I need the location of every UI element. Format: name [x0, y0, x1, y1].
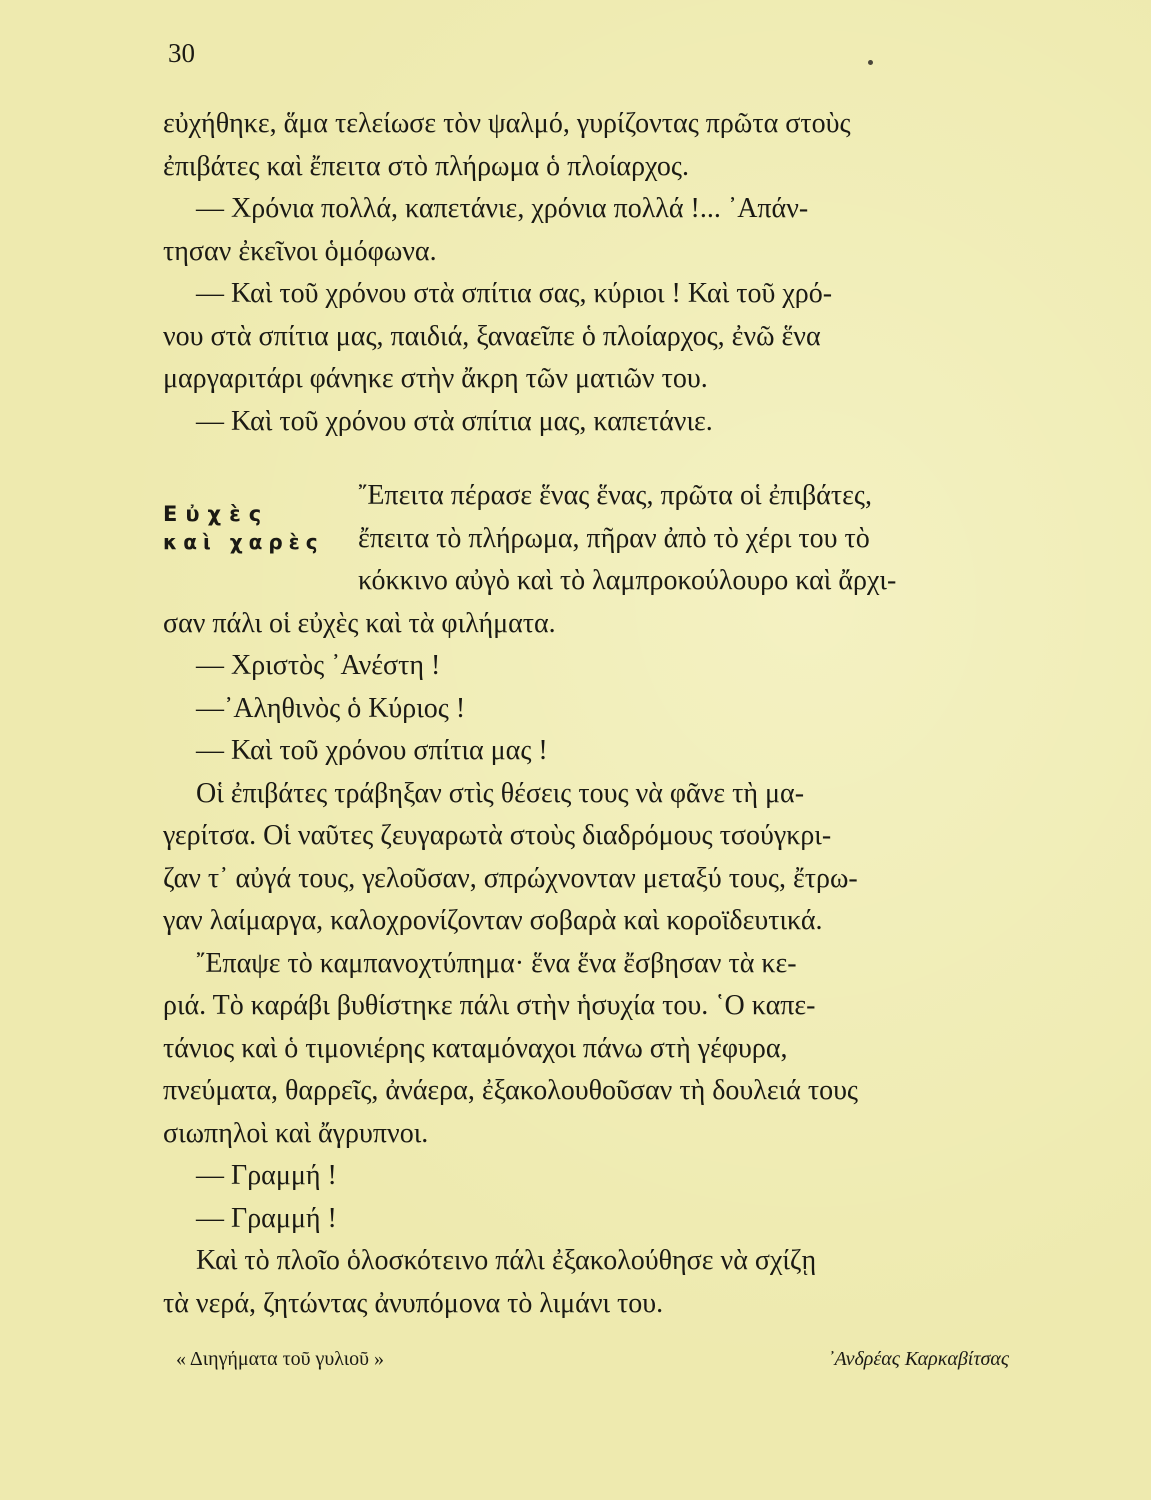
text-line: μαργαριτάρι φάνηκε στὴν ἄκρη τῶν ματιῶν του.: [163, 363, 708, 394]
text-line: γερίτσα. Οἱ ναῦτες ζευγαρωτὰ στοὺς διαδρόμους τσούγκρι-: [163, 820, 832, 851]
text-line: Οἱ ἐπιβάτες τράβηξαν στὶς θέσεις τους νὰ φᾶνε τὴ μα-: [196, 777, 805, 809]
text-line: τησαν ἐκεῖνοι ὁμόφωνα.: [163, 235, 437, 267]
dialogue-line: — Γραμμή !: [196, 1160, 337, 1191]
dialogue-line: — Καὶ τοῦ χρόνου στὰ σπίτια μας, καπετάνιε.: [196, 405, 713, 437]
text-line: νου στὰ σπίτια μας, παιδιά, ξαναεῖπε ὁ πλοίαρχος, ἐνῶ ἕνα: [163, 320, 821, 352]
author-credit: ᾿Ανδρέας Καρκαβίτσας: [827, 1348, 1009, 1370]
text-line: ζαν τ᾿ αὐγά τους, γελοῦσαν, σπρώχνονταν μεταξύ τους, ἔτρω-: [163, 862, 858, 894]
paragraph-block-2: [163, 475, 1011, 1325]
dialogue-line: — Χρόνια πολλά, καπετάνιε, χρόνια πολλά !... ᾿Απάν-: [196, 193, 809, 224]
text-line: σαν πάλι οἱ εὐχὲς καὶ τὰ φιλήματα.: [163, 607, 556, 639]
dialogue-line: — Καὶ τοῦ χρόνου στὰ σπίτια σας, κύριοι ! Καὶ τοῦ χρό-: [196, 278, 833, 309]
text-line: ῎Επαψε τὸ καμπανοχτύπημα· ἕνα ἕνα ἔσβησαν τὰ κε-: [196, 947, 797, 979]
paragraph-block-1: [163, 103, 1011, 443]
dialogue-line: — Καὶ τοῦ χρόνου σπίτια μας !: [196, 735, 548, 766]
text-line: ῎Επειτα πέρασε ἕνας ἕνας, πρῶτα οἱ ἐπιβάτες,: [358, 480, 872, 511]
page-number: 30: [168, 38, 195, 68]
text-line: ἐπιβάτες καὶ ἔπειτα στὸ πλήρωμα ὁ πλοίαρχος.: [163, 150, 689, 182]
dialogue-line: — Χριστὸς ᾿Ανέστη !: [196, 650, 441, 681]
margin-note-line-2: καὶ χαρὲς: [163, 530, 324, 554]
text-line: ἔπειτα τὸ πλήρωμα, πῆραν ἀπὸ τὸ χέρι του τὸ: [358, 522, 870, 554]
text-line: ριά. Τὸ καράβι βυθίστηκε πάλι στὴν ἡσυχία του. ῾Ο καπε-: [163, 990, 816, 1021]
text-line: πνεύματα, θαρρεῖς, ἀνάερα, ἐξακολουθοῦσαν τὴ δουλειά τους: [163, 1075, 859, 1106]
text-line: κόκκινο αὐγὸ καὶ τὸ λαμπροκούλουρο καὶ ἄρχι-: [358, 565, 897, 596]
source-citation: « Διηγήματα τοῦ γυλιοῦ »: [176, 1348, 385, 1370]
text-line: σιωπηλοὶ καὶ ἄγρυπνοι.: [163, 1117, 429, 1149]
text-line: Καὶ τὸ πλοῖο ὁλοσκότεινο πάλι ἐξακολούθησε νὰ σχίζῃ: [196, 1245, 817, 1276]
text-line: εὐχήθηκε, ἅμα τελείωσε τὸν ψαλμό, γυρίζοντας πρῶτα στοὺς: [163, 108, 851, 139]
print-speck: [868, 60, 873, 65]
text-line: γαν λαίμαργα, καλοχρονίζονταν σοβαρὰ καὶ κοροϊδευτικά.: [163, 905, 823, 936]
margin-note-line-1: Εὐχὲς: [163, 502, 270, 526]
dialogue-line: — Γραμμή !: [196, 1202, 337, 1234]
text-line: τάνιος καὶ ὁ τιμονιέρης καταμόναχοι πάνω στὴ γέφυρα,: [163, 1032, 788, 1064]
dialogue-line: —᾿Αληθινὸς ὁ Κύριος !: [196, 692, 466, 724]
text-line: τὰ νερά, ζητώντας ἀνυπόμονα τὸ λιμάνι του.: [163, 1287, 664, 1319]
